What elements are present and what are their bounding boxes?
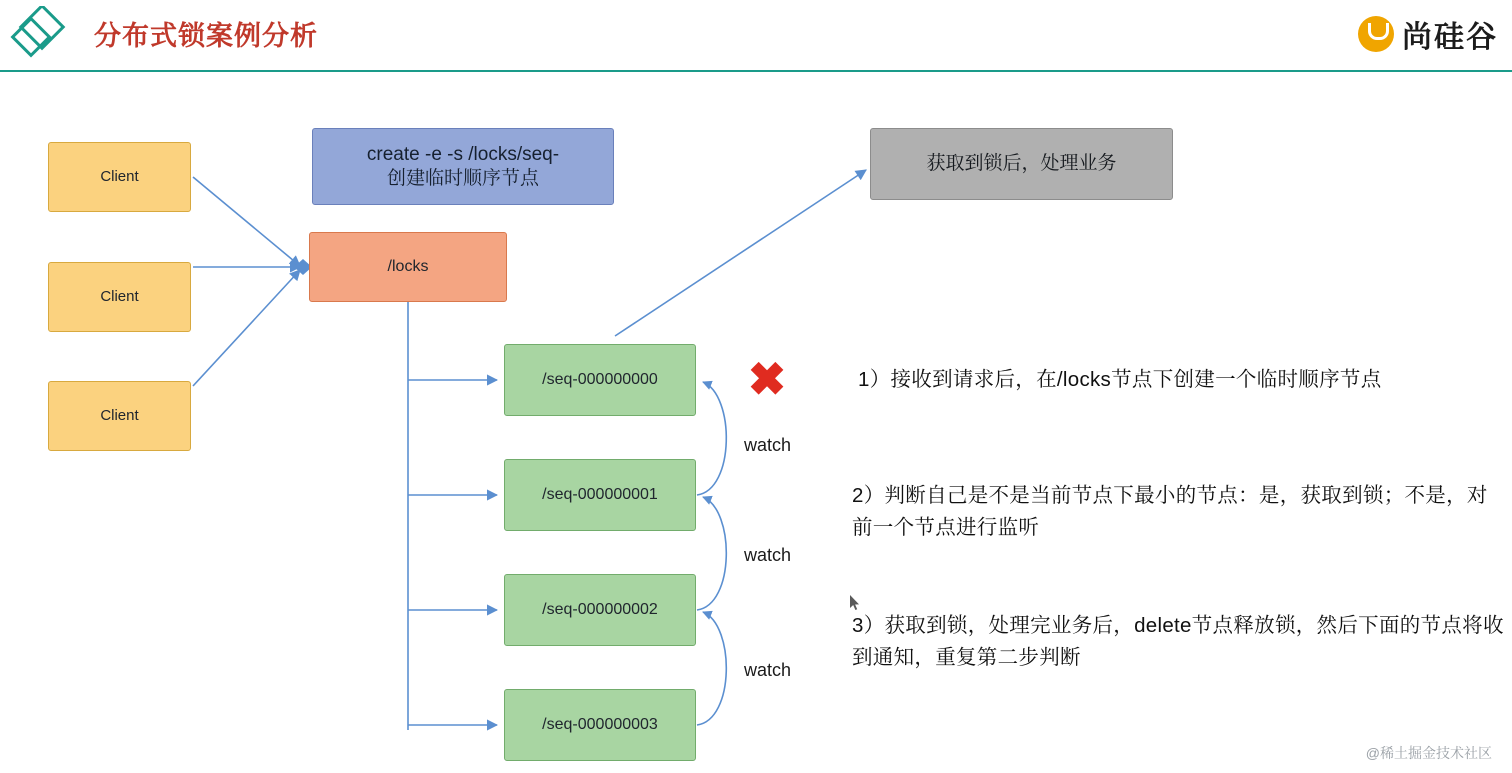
business-label: 获取到锁后，处理业务	[926, 153, 1117, 175]
client-node	[48, 142, 191, 212]
watch-label: watch	[744, 435, 792, 455]
brand-name: 尚硅谷	[1402, 21, 1498, 54]
seq-node	[504, 689, 696, 761]
slide-header	[0, 0, 1512, 72]
command-line-2: 创建临时顺序节点	[386, 167, 539, 189]
page-title: 分布式锁案例分析	[94, 21, 318, 51]
note-step-3: 3）获取到锁，处理完业务后，delete节点释放锁，然后下面的节点将收到通知，重复第二步判断	[852, 614, 1504, 669]
seq-node	[504, 459, 696, 531]
create-command-box	[312, 128, 614, 205]
seq-label: /seq-000000002	[542, 601, 658, 618]
client-label: Client	[100, 406, 139, 424]
diagram-canvas	[0, 70, 1512, 773]
command-line-1: create -e -s /locks/seq-	[366, 143, 560, 165]
locks-label: /locks	[387, 258, 429, 275]
watch-label: watch	[744, 545, 792, 565]
note-step-2: 2）判断自己是不是当前节点下最小的节点：是，获取到锁；不是，对前一个节点进行监听	[852, 484, 1488, 539]
u-circle-icon	[1358, 16, 1394, 52]
business-process-box	[870, 128, 1173, 200]
locks-node	[309, 232, 507, 302]
watch-label: watch	[744, 660, 792, 680]
client-node	[48, 381, 191, 451]
client-label: Client	[100, 287, 139, 305]
diamond-logo-icon	[10, 6, 72, 64]
seq-node	[504, 344, 696, 416]
note-step-1: 1）接收到请求后，在/locks节点下创建一个临时顺序节点	[858, 368, 1382, 391]
watermark: @稀土掘金技术社区	[1365, 745, 1492, 761]
client-label: Client	[100, 167, 139, 185]
brand-logo	[1358, 12, 1498, 56]
mouse-cursor-icon	[850, 595, 860, 611]
client-node	[48, 262, 191, 332]
seq-label: /seq-000000001	[542, 486, 658, 503]
seq-node	[504, 574, 696, 646]
red-cross-icon: ✖	[747, 353, 787, 405]
seq-label: /seq-000000000	[542, 371, 658, 388]
seq-label: /seq-000000003	[542, 716, 658, 733]
